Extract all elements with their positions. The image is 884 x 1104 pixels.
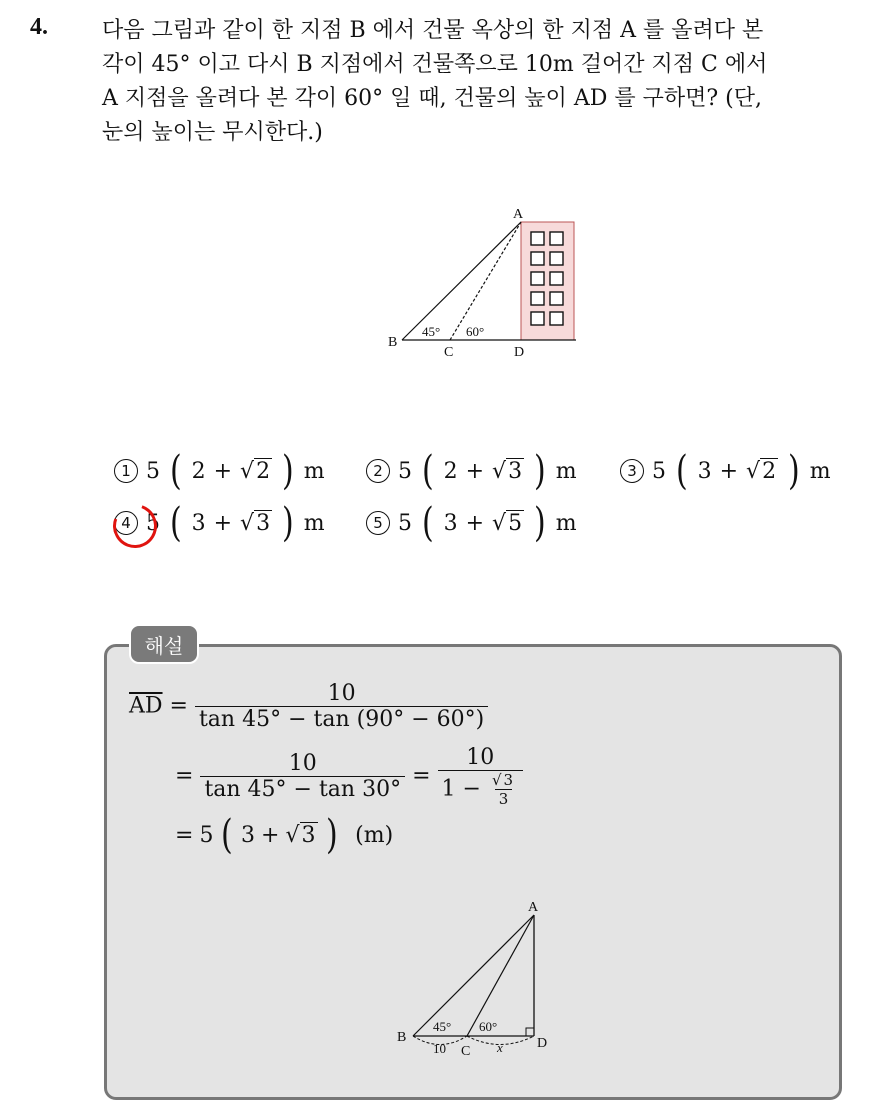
solution-line-2: = $\frac{10}{\tan 45^\circ - \tan 30^\circ}$ = 10 1 − $\frac{√ 3}{3}$: [175, 745, 523, 808]
choice-unit: m: [555, 510, 577, 536]
choice-coef: 5: [398, 510, 412, 536]
fraction-2: $\frac{10}{\tan 45^\circ - \tan 30^\circ}$: [200, 751, 405, 802]
choice-mark: 3: [620, 459, 644, 483]
choice-coef: 5: [146, 510, 160, 536]
choice-1[interactable]: 1 5 ( 2 + √2 ) m: [114, 448, 325, 494]
label-A: A: [528, 900, 539, 915]
choice-4[interactable]: 4 5 ( 3 + √3 ) m: [114, 500, 325, 546]
label-D: D: [514, 345, 525, 360]
choice-root: 2: [762, 458, 777, 484]
angle-45: 45°: [433, 1019, 452, 1034]
label-D: D: [537, 1036, 548, 1051]
solution-line-1: $\overline{AD}$ = $\frac{10}{\tan 45^\circ - \tan (90^\circ - 60^\circ)}$: [129, 681, 488, 732]
result-root: 3: [301, 822, 316, 848]
choice-mark: 2: [366, 459, 390, 483]
choice-unit: m: [303, 510, 325, 536]
solution-figure: [389, 895, 579, 1065]
fraction-3: 10 1 − $\frac{√ 3}{3}$: [438, 745, 524, 808]
choice-term: 3: [443, 510, 458, 536]
choice-mark: 4: [114, 511, 138, 535]
label-C: C: [444, 345, 454, 360]
choice-unit: m: [303, 458, 325, 484]
result-term: 3: [241, 822, 256, 848]
problem-figure: [380, 200, 580, 365]
choice-root: 5: [508, 510, 523, 536]
choice-mark: 1: [114, 459, 138, 483]
choice-term: 2: [443, 458, 458, 484]
label-B: B: [397, 1030, 407, 1045]
solution-tab: 해설: [129, 624, 199, 664]
choice-root: 3: [256, 510, 271, 536]
choice-unit: m: [555, 458, 577, 484]
choice-term: 2: [191, 458, 206, 484]
choice-coef: 5: [398, 458, 412, 484]
label-C: C: [461, 1044, 471, 1059]
choice-3[interactable]: 3 5 ( 3 + √2 ) m: [620, 448, 831, 494]
line-BA: [402, 222, 521, 340]
building: [521, 222, 574, 340]
angle-60: 60°: [466, 324, 485, 339]
choice-root: 2: [256, 458, 271, 484]
fraction-sqrt3-over-3: $\frac{√ 3}{3}$: [491, 771, 514, 808]
choice-unit: m: [809, 458, 831, 484]
angle-45: 45°: [422, 324, 441, 339]
choice-coef: 5: [652, 458, 666, 484]
label-A: A: [513, 207, 524, 222]
selected-answer-circle: [106, 497, 164, 555]
solution-panel: [104, 644, 842, 1100]
segment-BC-label: 10: [433, 1041, 446, 1056]
question-text: 다음 그림과 같이 한 지점 B 에서 건물 옥상의 한 지점 A 를 올려다 본 각이 45° 이고 다시 B 지점에서 건물쪽으로 10m 걸어간 지점 C 에서 A 지점을 올려다 본 각이 60° 일 때, 건물의 높이 AD 를 구하면? (단, 눈의 높이는 무시한다.): [102, 18, 768, 145]
choice-term: 3: [191, 510, 206, 536]
angle-60: 60°: [479, 1019, 498, 1034]
fraction-1: $\frac{10}{\tan 45^\circ - \tan (90^\circ - 60^\circ)}$: [195, 681, 488, 732]
result-coef: 5: [199, 822, 214, 848]
solution-line-3: = 5 ( 3 + √3 ) (m): [175, 812, 394, 858]
segment-CD-label: x: [497, 1040, 503, 1055]
lhs-AD: $\overline{AD}$: [129, 693, 163, 719]
result-unit: (m): [355, 822, 394, 848]
answer-choices: [108, 448, 868, 552]
choice-coef: 5: [146, 458, 160, 484]
choice-mark: 5: [366, 511, 390, 535]
label-B: B: [388, 335, 398, 350]
choice-root: 3: [508, 458, 523, 484]
choice-2[interactable]: 2 5 ( 2 + √3 ) m: [366, 448, 577, 494]
choice-term: 3: [697, 458, 712, 484]
question-number: 4.: [30, 14, 48, 40]
choice-5[interactable]: 5 5 ( 3 + √5 ) m: [366, 500, 577, 546]
